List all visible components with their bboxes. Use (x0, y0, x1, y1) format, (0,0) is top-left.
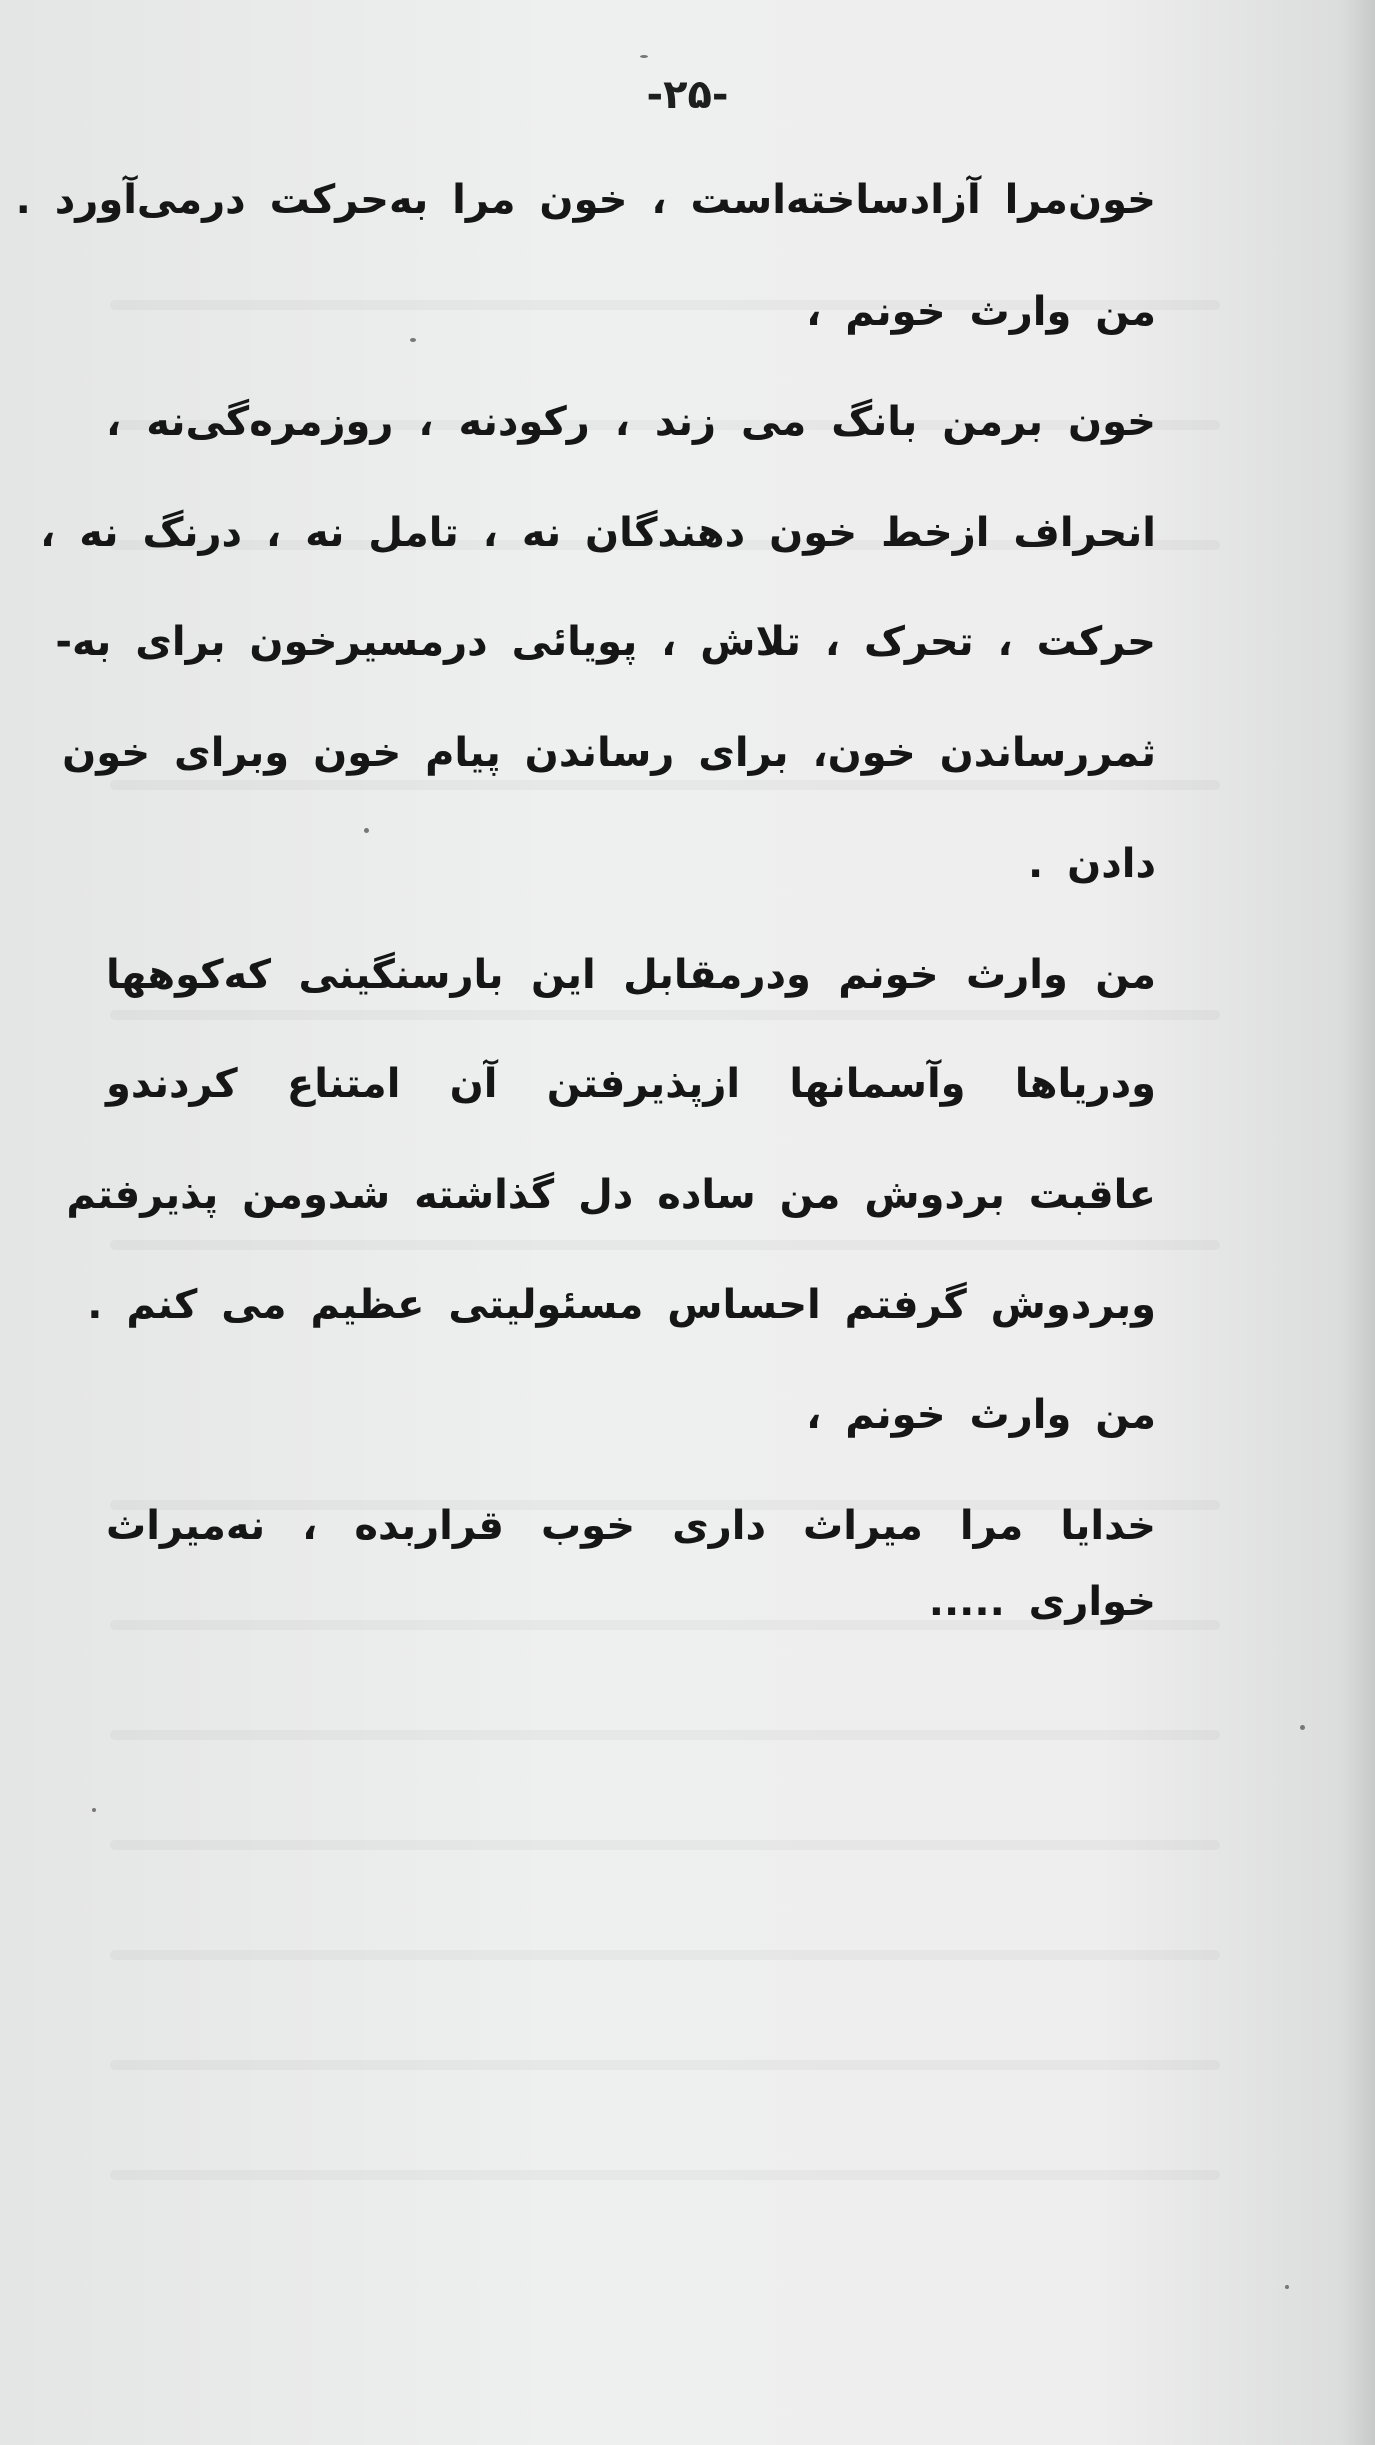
dust-speck (1285, 2285, 1289, 2289)
text-line: من وارث خونم ودرمقابل این بارسنگینی که‌کوهها (106, 952, 1156, 998)
page-number: -۲۵- (646, 72, 729, 118)
text-line: انحراف ازخط خون دهندگان نه ، تامل نه ، درنگ نه ، (40, 510, 1156, 556)
text-line: خون برمن بانگ می زند ، رکودنه ، روزمره‌گی‌نه ، (106, 399, 1156, 445)
page-edge-shadow (1341, 0, 1375, 2445)
show-through-line (110, 2060, 1220, 2070)
show-through-line (110, 1840, 1220, 1850)
text-line: خواری ..... (928, 1579, 1156, 1625)
text-line: حرکت ، تحرک ، تلاش ، پویائی درمسیرخون برای به- (55, 619, 1156, 665)
show-through-line (110, 1240, 1220, 1250)
show-through-line (110, 1950, 1220, 1960)
show-through-line (110, 1010, 1220, 1020)
text-line: ثمررساندن خون، برای رساندن پیام خون وبرای خون (62, 730, 1156, 776)
show-through-line (110, 2170, 1220, 2180)
text-line: خون‌مرا آزادساخته‌است ، خون مرا به‌حرکت درمی‌آورد . (15, 177, 1156, 223)
text-line: عاقبت بردوش من ساده دل گذاشته شدومن پذیرفتم (66, 1172, 1156, 1218)
text-line: خدایا مرا میراث داری خوب قراربده ، نه‌میراث (106, 1503, 1156, 1549)
dust-speck (1300, 1725, 1305, 1730)
show-through-line (110, 1730, 1220, 1740)
dust-speck (410, 338, 416, 342)
text-line: من وارث خونم ، (806, 1392, 1156, 1438)
text-line: من وارث خونم ، (806, 289, 1156, 335)
dust-speck (364, 828, 369, 833)
text-line: وبردوش گرفتم احساس مسئولیتی عظیم می کنم . (87, 1282, 1156, 1328)
text-line: ودریاها وآسمانها ازپذیرفتن آن امتناع کردندو (106, 1061, 1156, 1107)
dust-speck (640, 55, 648, 58)
dust-speck (92, 1808, 96, 1812)
text-line: دادن . (1027, 841, 1156, 887)
